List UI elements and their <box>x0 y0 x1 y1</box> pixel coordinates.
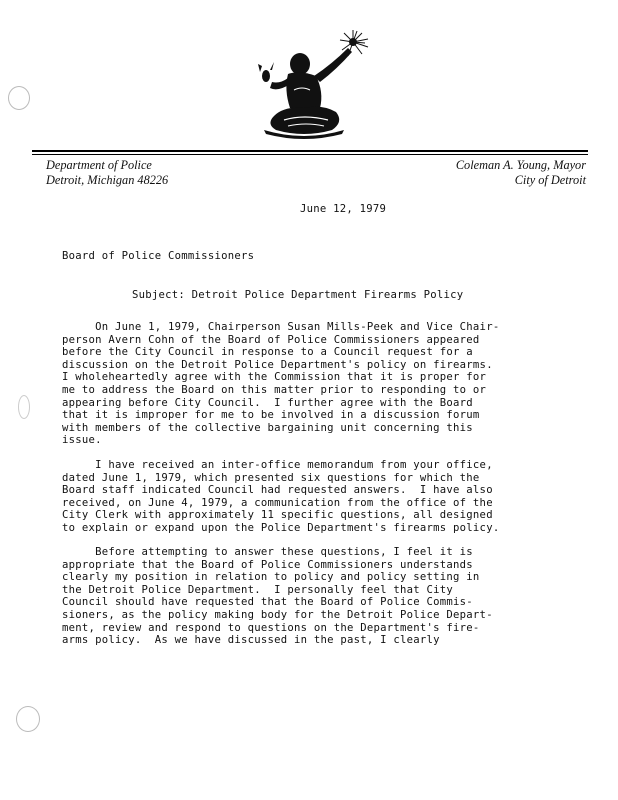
letterhead-rule <box>32 154 588 155</box>
body-text-line: person Avern Cohn of the Board of Police Commissioners appeared <box>62 333 480 346</box>
paper-mark <box>18 395 30 419</box>
addressee: Board of Police Commissioners <box>62 250 255 262</box>
body-text-line: with members of the collective bargaining unit concerning this <box>62 421 473 434</box>
department-name: Department of Police <box>46 158 152 172</box>
subject-line: Subject: Detroit Police Department Firearms Policy <box>132 289 464 301</box>
body-paragraph <box>62 459 562 535</box>
body-paragraph <box>62 321 562 447</box>
body-text-line: City Clerk with approximately 11 specific questions, all designed <box>62 509 493 522</box>
body-text-line: sioners, as the policy making body for the Detroit Police Depart- <box>62 608 493 621</box>
body-text-line: discussion on the Detroit Police Department's policy on firearms. <box>62 358 493 371</box>
body-text-line: appearing before City Council. I further agree with the Board <box>62 396 473 409</box>
body-text-line: I have received an inter-office memorandum from your office, <box>62 459 493 471</box>
paper-mark <box>16 706 40 732</box>
body-text-line: Board staff indicated Council had requested answers. I have also <box>62 484 493 497</box>
mayor-block <box>366 158 586 188</box>
body-text-line: I wholeheartedly agree with the Commission that it is proper for <box>62 371 487 384</box>
body-text-line: before the City Council in response to a Council request for a <box>62 346 473 359</box>
body-text-line: to explain or expand upon the Police Department's firearms policy. <box>62 521 500 534</box>
body-text-line: ment, review and respond to questions on the Department's fire- <box>62 621 480 634</box>
body-paragraph <box>62 546 562 647</box>
body-text-line: that it is improper for me to be involved in a discussion forum <box>62 409 480 422</box>
letterhead-rule <box>32 150 588 152</box>
letter-date: June 12, 1979 <box>300 203 387 215</box>
department-address <box>46 158 266 188</box>
body-text-line: Before attempting to answer these questions, I feel it is <box>62 546 473 558</box>
body-text-line: dated June 1, 1979, which presented six questions for which the <box>62 471 480 484</box>
body-text-line: On June 1, 1979, Chairperson Susan Mills-Peek and Vice Chair- <box>62 321 500 333</box>
paper-mark <box>8 86 30 110</box>
body-text-line: me to address the Board on this matter prior to responding to or <box>62 383 487 396</box>
body-text-line: received, on June 4, 1979, a communication from the office of the <box>62 496 493 509</box>
body-text-line: Council should have requested that the Board of Police Commis- <box>62 596 473 609</box>
body-text-line: the Detroit Police Department. I personally feel that City <box>62 583 454 596</box>
city-name: City of Detroit <box>514 173 586 187</box>
body-text-line: arms policy. As we have discussed in the past, I clearly <box>62 634 440 647</box>
spirit-of-detroit-emblem <box>244 30 376 142</box>
body-text-line: appropriate that the Board of Police Commissioners understands <box>62 558 473 571</box>
department-city: Detroit, Michigan 48226 <box>46 173 169 187</box>
mayor-name: Coleman A. Young, Mayor <box>455 158 586 172</box>
body-text-line: issue. <box>62 434 102 447</box>
body-text-line: clearly my position in relation to policy and policy setting in <box>62 571 480 584</box>
